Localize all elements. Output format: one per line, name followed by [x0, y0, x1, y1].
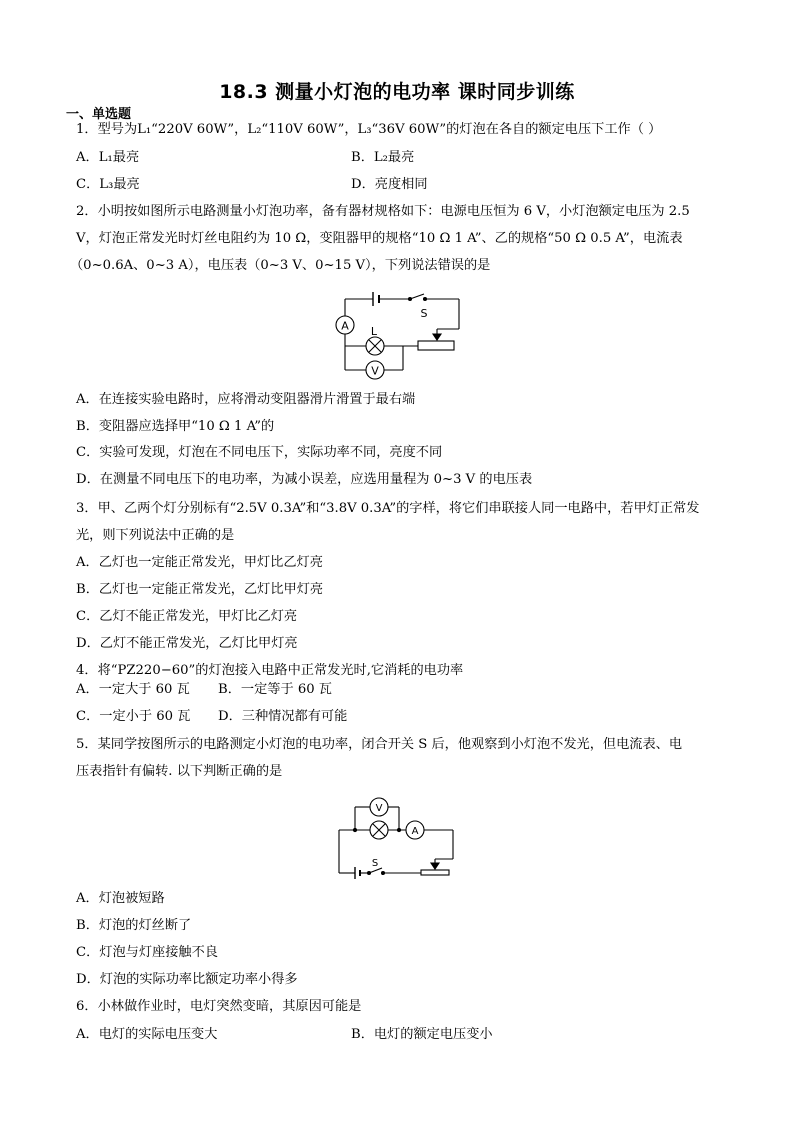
q4-option-b: B．一定等于 60 瓦: [218, 682, 332, 697]
q1-option-a: A．L₁最亮: [76, 150, 140, 165]
q4-option-d: D．三种情况都有可能: [218, 709, 348, 724]
q6-stem: 6．小林做作业时，电灯突然变暗，其原因可能是: [76, 999, 362, 1014]
q3-option-d: D．乙灯不能正常发光，乙灯比甲灯亮: [76, 636, 298, 651]
q6-option-a: A．电灯的实际电压变大: [76, 1027, 218, 1042]
q1-option-b: B．L₂最亮: [351, 150, 415, 165]
q4-option-c: C．一定小于 60 瓦: [76, 709, 191, 724]
q2-stem-line-2: V，灯泡正常发光时灯丝电阻约为 10 Ω，变阻器甲的规格“10 Ω 1 A”、乙的规格“50 Ω 0.5 A”，电流表: [76, 231, 683, 246]
q3-option-b: B．乙灯也一定能正常发光，乙灯比甲灯亮: [76, 582, 324, 597]
q3-stem-line-1: 3．甲、乙两个灯分别标有“2.5V 0.3A”和“3.8V 0.3A”的字样，将它们串联接人同一电路中，若甲灯正常发: [76, 501, 700, 516]
q4-stem: 4．将“PZ220−60”的灯泡接入电路中正常发光时,它消耗的电功率: [76, 663, 464, 678]
page-title: 18.3 测量小灯泡的电功率 课时同步训练: [219, 81, 575, 103]
q2-voltmeter-label: V: [371, 364, 379, 378]
q5-voltmeter-label: V: [375, 803, 383, 814]
q5-switch-label: S: [371, 858, 379, 869]
q1-option-c: C．L₃最亮: [76, 177, 140, 192]
q5-option-d: D．灯泡的实际功率比额定功率小得多: [76, 972, 298, 987]
q5-option-a: A．灯泡被短路: [76, 891, 165, 906]
q2-switch-label: S: [420, 307, 428, 320]
q3-stem-line-2: 光，则下列说法中正确的是: [76, 528, 235, 543]
q4-option-a: A．一定大于 60 瓦: [76, 682, 190, 697]
q2-option-a: A．在连接实验电路时，应将滑动变阻器滑片滑置于最右端: [76, 392, 416, 407]
q5-option-c: C．灯泡与灯座接触不良: [76, 945, 218, 960]
q1-option-d: D．亮度相同: [351, 177, 428, 192]
q5-stem-line-2: 压表指针有偏转. 以下判断正确的是: [76, 764, 283, 779]
q3-option-c: C．乙灯不能正常发光，甲灯比乙灯亮: [76, 609, 298, 624]
q2-stem-line-1: 2．小明按如图所示电路测量小灯泡功率，备有器材规格如下：电源电压恒为 6 V，小灯泡额定电压为 2.5: [76, 204, 690, 219]
q5-stem-line-1: 5．某同学按图所示的电路测定小灯泡的电功率，闭合开关 S 后，他观察到小灯泡不发光，但电流表、电: [76, 737, 683, 752]
q2-lamp-label: L: [370, 325, 378, 338]
q5-circuit-diagram: [333, 787, 463, 882]
section-heading: 一、单选题: [66, 107, 132, 122]
q2-ammeter-label: A: [341, 319, 349, 333]
q2-option-c: C．实验可发现，灯泡在不同电压下，实际功率不同，亮度不同: [76, 445, 443, 460]
q2-circuit-diagram: [328, 285, 468, 385]
q1-stem: 1．型号为L₁“220V 60W”，L₂“110V 60W”，L₃“36V 60W”的灯泡在各自的额定电压下工作（ ）: [76, 122, 662, 137]
q5-option-b: B．灯泡的灯丝断了: [76, 918, 192, 933]
q6-option-b: B．电灯的额定电压变小: [351, 1027, 493, 1042]
q3-option-a: A．乙灯也一定能正常发光，甲灯比乙灯亮: [76, 555, 323, 570]
q2-option-b: B．变阻器应选择甲“10 Ω 1 A”的: [76, 419, 275, 434]
q2-option-d: D．在测量不同电压下的电功率，为减小误差，应选用量程为 0~3 V 的电压表: [76, 472, 533, 487]
q2-stem-line-3: （0~0.6A、0~3 A），电压表（0~3 V、0~15 V），下列说法错误的是: [70, 258, 491, 273]
q5-ammeter-label: A: [411, 826, 419, 837]
